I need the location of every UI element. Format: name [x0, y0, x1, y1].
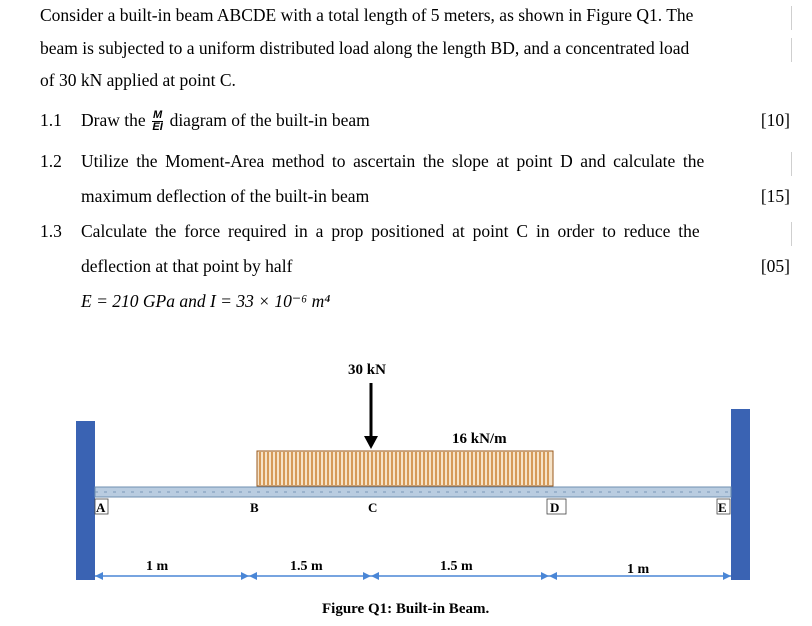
question-text-line-1: Utilize the Moment-Area method to ascertain the slope at point D and calculate the [81, 151, 705, 171]
marks: [10] [760, 110, 790, 130]
point-d-text: D [550, 500, 560, 515]
intro-text-3: of 30 kN applied at point C. [40, 70, 236, 90]
question-number: 1.3 [40, 221, 62, 241]
point-label-d [547, 499, 566, 515]
intro-text-2: beam is subjected to a uniform distributed load along the length BD, and a concentrated load [40, 38, 690, 58]
udl-label: 16 kN/m [452, 431, 507, 447]
given-text: E = 210 GPa and I = 33 × 10⁻⁶ m⁴ [81, 291, 331, 311]
udl-block [257, 451, 553, 486]
point-e-text: E [718, 500, 727, 515]
point-label-c [368, 500, 377, 515]
left-wall [76, 421, 95, 580]
point-c-text: C [368, 500, 378, 515]
question-post-text: diagram of the built-in beam [169, 110, 370, 130]
fraction-denominator: EI [152, 121, 163, 134]
point-a-text: A [96, 500, 106, 515]
point-label-e [717, 499, 730, 515]
span-label-de: 1 m [627, 562, 650, 577]
point-load-arrowhead [364, 436, 378, 449]
intro-text-1: Consider a built-in beam ABCDE with a total length of 5 meters, as shown in Figure Q1. The [40, 5, 694, 25]
span-label-cd: 1.5 m [440, 559, 473, 574]
point-b-text: B [250, 500, 259, 515]
point-label-b [250, 500, 259, 515]
right-wall [731, 409, 750, 580]
question-number: 1.1 [40, 110, 62, 130]
marks: [05] [760, 256, 790, 276]
question-pre-text: Draw the [81, 110, 146, 130]
question-text-line-2: deflection at that point by half [81, 256, 293, 276]
span-label-ab: 1 m [146, 559, 169, 574]
marks: [15] [760, 186, 790, 206]
question-text-line-2: maximum deflection of the built-in beam [81, 186, 370, 206]
figure-caption: Figure Q1: Built-in Beam. [322, 601, 490, 617]
fraction-numerator: M [153, 109, 163, 122]
question-number: 1.2 [40, 151, 62, 171]
point-label-a [95, 499, 108, 515]
point-load-label: 30 kN [348, 362, 386, 378]
question-text-line-1: Calculate the force required in a prop positioned at point C in order to reduce the [81, 221, 700, 241]
span-label-bc: 1.5 m [290, 559, 323, 574]
